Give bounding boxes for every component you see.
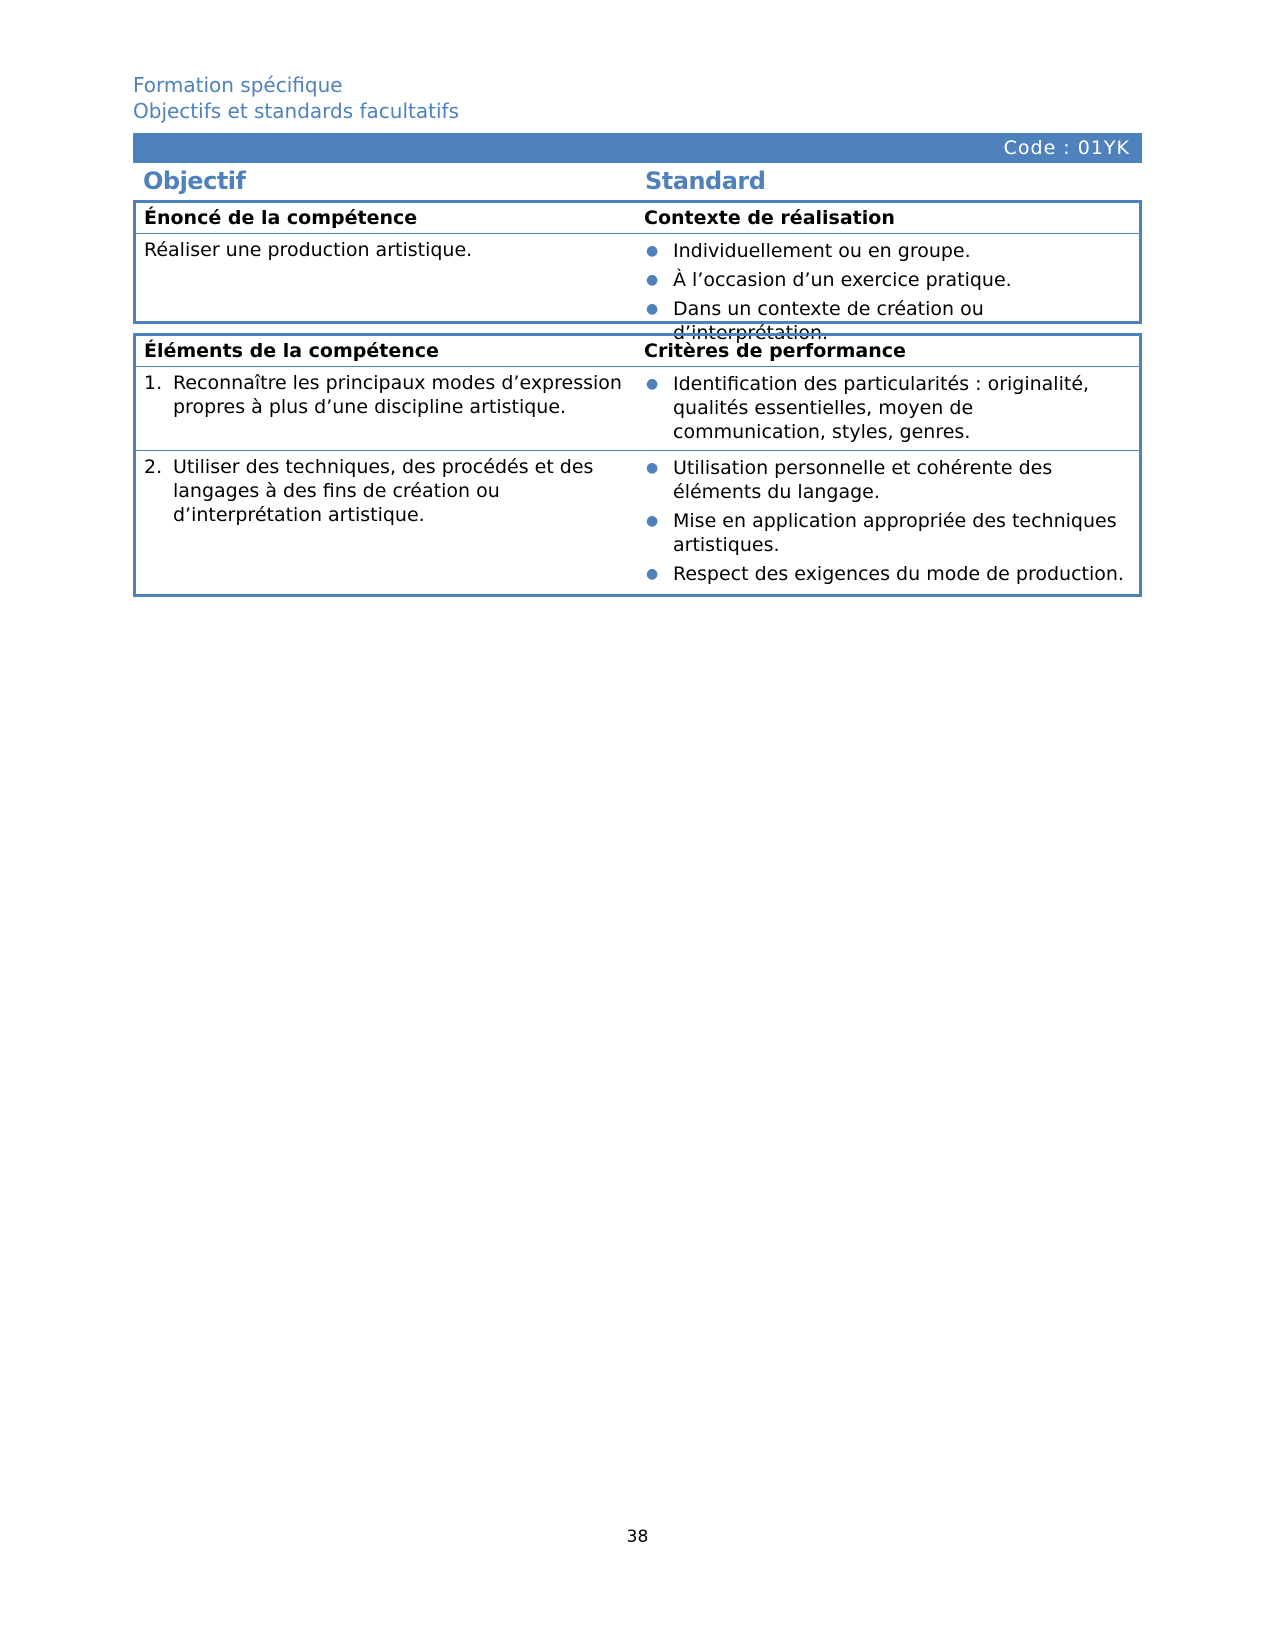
- context-heading: Contexte de réalisation: [644, 207, 895, 229]
- elements-heading: Éléments de la compétence: [144, 340, 439, 362]
- list-item: ● À l’occasion d’un exercice pratique.: [646, 269, 1012, 291]
- standard-title: Standard: [645, 167, 766, 195]
- element-item: 1. Reconnaître les principaux modes d’expression propres à plus d’une discipline artistique.: [144, 372, 622, 418]
- list-item: ● Individuellement ou en groupe.: [646, 240, 971, 262]
- bullet-icon: ●: [646, 272, 659, 288]
- context-list: [644, 239, 1139, 345]
- bullet-icon: ●: [646, 243, 659, 259]
- criteria-list: [644, 372, 1139, 444]
- competency-statement: Réaliser une production artistique.: [144, 239, 473, 261]
- header-title: Formation spécifique: [133, 73, 343, 97]
- table-header-row: [136, 203, 1139, 234]
- list-item: ● Dans un contexte de création ou d’interprétation.: [646, 298, 984, 344]
- bullet-icon: ●: [646, 301, 659, 317]
- bullet-icon: ●: [646, 376, 659, 392]
- table-row: [136, 450, 1139, 597]
- criteria-list: [644, 456, 1139, 586]
- list-item: ● Mise en application appropriée des techniques artistiques.: [646, 510, 1117, 556]
- list-item: ● Respect des exigences du mode de production.: [646, 563, 1124, 585]
- column-titles: [133, 163, 1142, 201]
- table-header-row: [136, 336, 1139, 367]
- list-item: ● Utilisation personnelle et cohérente des éléments du langage.: [646, 457, 1053, 503]
- element-item: 2. Utiliser des techniques, des procédés et des langages à des fins de création ou d’interprétation artistique.: [144, 456, 594, 526]
- table-row: [136, 234, 1139, 345]
- objective-title: Objectif: [143, 167, 246, 195]
- competency-elements-table: [133, 333, 1142, 597]
- statement-heading: Énoncé de la compétence: [144, 207, 418, 229]
- document-header: [133, 72, 459, 124]
- page-number: 38: [626, 1527, 649, 1547]
- course-code: Code : 01YK: [1003, 137, 1130, 159]
- table-row: [136, 367, 1139, 450]
- bullet-icon: ●: [646, 513, 659, 529]
- bullet-icon: ●: [646, 460, 659, 476]
- competency-statement-table: [133, 200, 1142, 344]
- code-bar: [133, 133, 1142, 163]
- criteria-heading: Critères de performance: [644, 340, 906, 362]
- header-subtitle: Objectifs et standards facultatifs: [133, 99, 459, 123]
- bullet-icon: ●: [646, 566, 659, 582]
- list-item: ● Identification des particularités : originalité, qualités essentielles, moyen de communication, styles, genres.: [646, 373, 1090, 443]
